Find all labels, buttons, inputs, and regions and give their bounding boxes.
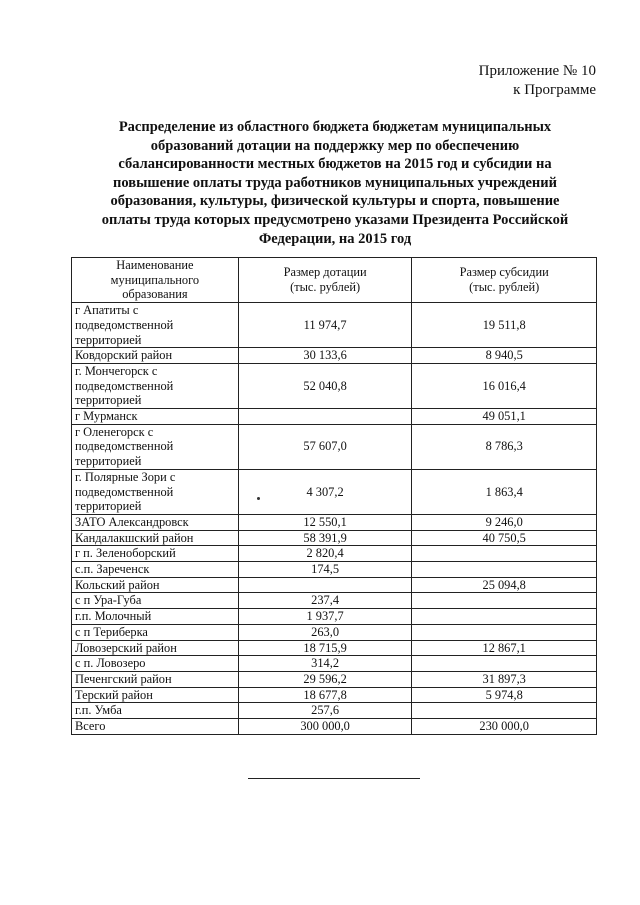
table-row bbox=[72, 719, 597, 735]
title-line: образований дотации на поддержку мер по обеспечению bbox=[150, 137, 520, 154]
subsidy-value bbox=[412, 546, 597, 562]
dotation-value: 174,5 bbox=[238, 562, 412, 578]
dotation-value: 1 937,7 bbox=[238, 609, 412, 625]
municipality-name bbox=[72, 609, 239, 625]
dotation-value: 4 307,2 bbox=[238, 469, 412, 514]
subsidy-value bbox=[412, 703, 597, 719]
end-rule bbox=[248, 778, 420, 779]
title-line: образования, культуры, физической культуры и спорта, повышение bbox=[110, 193, 560, 210]
municipality-name bbox=[72, 687, 239, 703]
table-row bbox=[72, 656, 597, 672]
municipality-name bbox=[72, 409, 239, 425]
table-row bbox=[72, 671, 597, 687]
municipality-name-line: Терский район bbox=[75, 687, 153, 702]
table-row bbox=[72, 348, 597, 364]
municipality-name-line: с п Териберка bbox=[75, 624, 148, 639]
subsidy-value: 16 016,4 bbox=[412, 363, 597, 408]
header-line: Наименование bbox=[116, 258, 194, 272]
subsidy-value: 40 750,5 bbox=[412, 530, 597, 546]
header-line: образования bbox=[122, 287, 188, 302]
municipality-name bbox=[72, 514, 239, 530]
municipality-name bbox=[72, 593, 239, 609]
table-body bbox=[72, 303, 597, 735]
municipality-name-line: подведомственной bbox=[75, 378, 174, 393]
municipality-name-line: подведомственной bbox=[75, 439, 174, 454]
table-row bbox=[72, 514, 597, 530]
subsidy-value: 8 940,5 bbox=[412, 348, 597, 364]
municipality-name bbox=[72, 703, 239, 719]
table-row bbox=[72, 363, 597, 408]
dotation-value: 18 715,9 bbox=[238, 640, 412, 656]
dotation-value: 30 133,6 bbox=[238, 348, 412, 364]
municipality-name bbox=[72, 719, 239, 735]
header-line: муниципального bbox=[110, 272, 200, 287]
table-row bbox=[72, 562, 597, 578]
subsidy-value bbox=[412, 656, 597, 672]
subsidy-value bbox=[412, 624, 597, 640]
dotation-value: 314,2 bbox=[238, 656, 412, 672]
dotation-value: 237,4 bbox=[238, 593, 412, 609]
subsidy-value: 31 897,3 bbox=[412, 671, 597, 687]
table-row bbox=[72, 593, 597, 609]
dotation-value: 29 596,2 bbox=[238, 671, 412, 687]
subsidy-value bbox=[412, 562, 597, 578]
municipality-name-line: территорией bbox=[75, 499, 142, 514]
dotation-value: 12 550,1 bbox=[238, 514, 412, 530]
municipality-name-line: Ловозерский район bbox=[75, 640, 177, 655]
table-header-row bbox=[72, 258, 597, 303]
municipality-name-line: г. Мончегорск с bbox=[75, 363, 158, 378]
municipality-name-line: г п. Зеленоборский bbox=[75, 546, 176, 561]
dotation-value: 11 974,7 bbox=[238, 303, 412, 348]
dotation-value: 2 820,4 bbox=[238, 546, 412, 562]
table-row bbox=[72, 469, 597, 514]
table-row bbox=[72, 546, 597, 562]
table-row bbox=[72, 530, 597, 546]
dotation-value: 257,6 bbox=[238, 703, 412, 719]
table-row bbox=[72, 609, 597, 625]
dotation-value: 52 040,8 bbox=[238, 363, 412, 408]
municipality-name-line: с п Ура-Губа bbox=[75, 593, 142, 608]
document-title bbox=[66, 118, 604, 248]
municipality-name-line: Печенгский район bbox=[75, 671, 172, 686]
municipality-name-line: г Мурманск bbox=[75, 409, 138, 424]
table-row bbox=[72, 424, 597, 469]
municipality-name bbox=[72, 640, 239, 656]
municipality-name bbox=[72, 624, 239, 640]
municipality-name bbox=[72, 348, 239, 364]
dotation-value: 18 677,8 bbox=[238, 687, 412, 703]
table-row bbox=[72, 303, 597, 348]
header-line: Размер дотации bbox=[283, 265, 367, 280]
header-dotation bbox=[238, 258, 412, 303]
table-row bbox=[72, 409, 597, 425]
municipality-name-line: г.п. Молочный bbox=[75, 609, 152, 624]
municipality-name bbox=[72, 303, 239, 348]
municipality-name bbox=[72, 530, 239, 546]
municipality-name-line: г. Полярные Зори с bbox=[75, 469, 176, 484]
subsidy-value: 25 094,8 bbox=[412, 577, 597, 593]
table-row bbox=[72, 703, 597, 719]
header-line: (тыс. рублей) bbox=[290, 280, 361, 295]
table-row bbox=[72, 624, 597, 640]
scan-speck bbox=[257, 497, 260, 500]
municipality-name-line: подведомственной bbox=[75, 484, 174, 499]
municipality-name bbox=[72, 363, 239, 408]
dotation-value: 300 000,0 bbox=[238, 719, 412, 735]
municipality-name-line: территорией bbox=[75, 393, 142, 408]
header-subsidy bbox=[412, 258, 597, 303]
municipality-name-line: Кандалакшский район bbox=[75, 530, 194, 545]
subsidy-value: 230 000,0 bbox=[412, 719, 597, 735]
municipality-name bbox=[72, 424, 239, 469]
municipality-name-line: с.п. Зареченск bbox=[75, 562, 150, 577]
municipality-name-line: г Апатиты с bbox=[75, 303, 139, 318]
subsidy-value: 8 786,3 bbox=[412, 424, 597, 469]
municipality-name-line: Кольский район bbox=[75, 577, 160, 592]
subsidy-value bbox=[412, 609, 597, 625]
subsidy-value: 5 974,8 bbox=[412, 687, 597, 703]
appendix-number: Приложение № 10 bbox=[478, 63, 596, 79]
header-line: Размер субсидии bbox=[459, 265, 549, 280]
title-line: Распределение из областного бюджета бюджетам муниципальных bbox=[118, 119, 552, 135]
municipality-name bbox=[72, 562, 239, 578]
appendix-reference: к Программе bbox=[513, 82, 596, 98]
municipality-name-line: подведомственной bbox=[75, 317, 174, 332]
municipality-name-line: территорией bbox=[75, 332, 142, 347]
municipality-name bbox=[72, 656, 239, 672]
municipality-name-line: территорией bbox=[75, 454, 142, 469]
distribution-table bbox=[71, 257, 597, 735]
subsidy-value bbox=[412, 593, 597, 609]
title-line: повышение оплаты труда работников муниципальных учреждений bbox=[113, 174, 557, 191]
municipality-name-line: г Оленегорск с bbox=[75, 424, 154, 439]
subsidy-value: 12 867,1 bbox=[412, 640, 597, 656]
table-row bbox=[72, 577, 597, 593]
dotation-value: 58 391,9 bbox=[238, 530, 412, 546]
municipality-name-line: Ковдорский район bbox=[75, 348, 173, 363]
municipality-name bbox=[72, 469, 239, 514]
title-line: Федерации, на 2015 год bbox=[258, 230, 412, 247]
subsidy-value: 19 511,8 bbox=[412, 303, 597, 348]
municipality-name bbox=[72, 671, 239, 687]
municipality-name-line: с п. Ловозеро bbox=[75, 656, 146, 671]
appendix-heading bbox=[479, 62, 596, 100]
table-row bbox=[72, 687, 597, 703]
subsidy-value: 9 246,0 bbox=[412, 514, 597, 530]
dotation-value bbox=[238, 577, 412, 593]
header-municipality bbox=[72, 258, 239, 303]
municipality-name-line: ЗАТО Александровск bbox=[75, 514, 189, 529]
subsidy-value: 49 051,1 bbox=[412, 409, 597, 425]
dotation-value: 57 607,0 bbox=[238, 424, 412, 469]
municipality-name bbox=[72, 546, 239, 562]
header-line: (тыс. рублей) bbox=[469, 280, 540, 295]
table-row bbox=[72, 640, 597, 656]
municipality-name bbox=[72, 577, 239, 593]
subsidy-value: 1 863,4 bbox=[412, 469, 597, 514]
title-line: сбалансированности местных бюджетов на 2015 год и субсидии на bbox=[118, 156, 552, 173]
title-line: оплаты труда которых предусмотрено указами Президента Российской bbox=[101, 211, 569, 228]
municipality-name-line: г.п. Умба bbox=[75, 703, 122, 718]
municipality-name-line: Всего bbox=[75, 719, 106, 734]
dotation-value: 263,0 bbox=[238, 624, 412, 640]
dotation-value bbox=[238, 409, 412, 425]
